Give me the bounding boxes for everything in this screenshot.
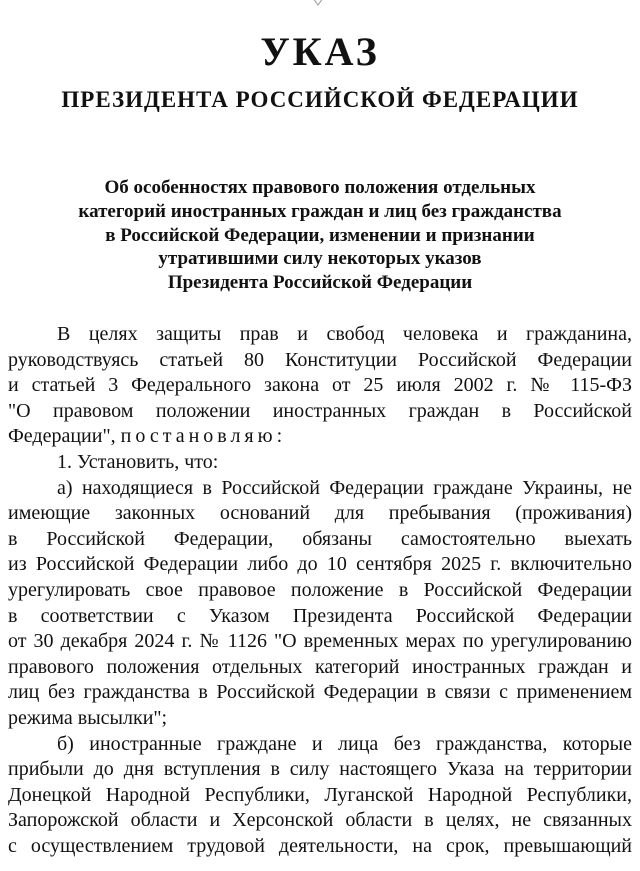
item-b-line: Запорожской области и Херсонской области в целях, не связанных — [8, 809, 632, 832]
heading-line: в Российской Федерации, изменении и признании — [105, 224, 535, 246]
item-a-line: из Российской Федерации либо до 10 сентября 2025 г. включительно — [8, 553, 632, 576]
item-a-line: имеющие законных оснований для пребывания (проживания) — [8, 502, 632, 525]
item-b-line: с осуществлением трудовой деятельности, на срок, превышающий — [8, 834, 632, 857]
item-b-line: Донецкой Народной Республики, Луганской Народной Республики, — [8, 783, 632, 806]
item-a-line: урегулировать свое правовое положение в Российской Федерации — [8, 578, 632, 601]
preamble-line: В целях защиты прав и свобод человека и гражданина, — [57, 323, 632, 345]
item-a-line: в Российской Федерации, обязаны самостоятельно выехать — [8, 527, 632, 550]
item-a-line: в соответствии с Указом Президента Российской Федерации — [8, 604, 632, 627]
decree-body — [8, 322, 632, 859]
item-a-line: а) находящиеся в Российской Федерации граждане Украины, не — [57, 476, 632, 499]
item-a-line: от 30 декабря 2024 г. № 1126 "О временных мерах по урегулированию — [8, 630, 632, 653]
decree-heading — [40, 176, 600, 295]
decree-word: постановляю: — [120, 425, 287, 448]
heading-line: категорий иностранных граждан и лиц без гражданства — [78, 200, 562, 222]
heading-line: утратившими силу некоторых указов — [158, 248, 482, 270]
item-a-line: лиц без гражданства в Российской Федерации в связи с применением — [8, 681, 632, 704]
item-a-line: режима высылки"; — [8, 706, 168, 729]
heading-line: Об особенностях правового положения отдельных — [104, 177, 536, 198]
preamble-line-start: Федерации", — [8, 425, 116, 448]
emblem-fragment-icon — [311, 0, 325, 8]
item-1: 1. Установить, что: — [57, 450, 219, 473]
preamble-last-line — [8, 424, 632, 450]
preamble-line: "О правовом положении иностранных граждан в Российской — [8, 399, 632, 422]
preamble-line: руководствуясь статьей 80 Конституции Российской Федерации — [8, 348, 632, 371]
heading-line: Президента Российской Федерации — [167, 272, 473, 294]
item-a-line: правового положения отдельных категорий иностранных граждан и — [8, 655, 632, 678]
decree-subtitle: ПРЕЗИДЕНТА РОССИЙСКОЙ ФЕДЕРАЦИИ — [61, 87, 579, 112]
preamble-line: и статьей 3 Федерального закона от 25 июля 2002 г. № 115-ФЗ — [8, 374, 632, 397]
item-b-line: прибыли до дня вступления в силу настоящего Указа на территории — [8, 758, 632, 781]
decree-title: УКАЗ — [260, 29, 380, 74]
item-b-line: б) иностранные граждане и лица без гражданства, которые — [57, 732, 632, 755]
